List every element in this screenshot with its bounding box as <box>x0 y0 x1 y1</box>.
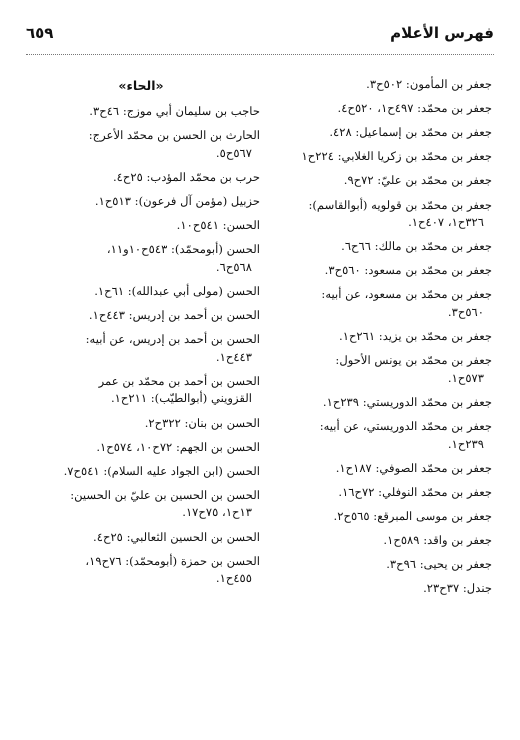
index-entry <box>22 193 260 211</box>
index-entry-line: حاجب بن سليمان أبي موزج: ٤٦ح٣. <box>89 104 260 118</box>
index-entry <box>22 463 260 481</box>
index-entry <box>256 172 492 190</box>
index-entry-line: الحارث بن الحسن بن محمّد الأعرج: <box>88 128 260 143</box>
index-entry <box>256 262 492 280</box>
index-entry <box>256 286 492 321</box>
index-entry <box>256 238 492 256</box>
index-entry-line: الحسن بن الحسين بن عليّ بن الحسين: <box>70 487 260 502</box>
index-entry <box>22 169 260 187</box>
index-entry-continuation: ٤٤٣ح١. <box>215 349 252 364</box>
section-title: «الحاء» <box>118 78 164 93</box>
index-entry <box>256 394 492 412</box>
index-entry-line: جعفر بن محمّد بن عليّ: ٧٢ح٩. <box>343 173 492 188</box>
index-entry <box>256 328 492 346</box>
index-entry-line: الحسن (ابن الجواد عليه السلام): ٥٤١ح٧. <box>63 463 260 478</box>
index-entry-line: جعفر بن محمّد بن مالك: ٦٦ح٦. <box>341 239 492 254</box>
index-entry-line: جعفر بن المأمون: ٥٠٢ح٣. <box>366 77 492 91</box>
index-entry-continuation: ٣٢٦ح١، ٤٠٧ح١. <box>408 215 484 230</box>
index-entry-line: الحسن: ٥٤١ح١٠. <box>176 218 260 233</box>
index-entry <box>22 217 260 235</box>
index-entry <box>256 532 492 550</box>
index-column-left <box>22 76 260 594</box>
index-entry-line: جعفر بن واقد: ٥٨٩ح١. <box>383 533 492 548</box>
index-entry <box>22 127 260 162</box>
index-entry-line: جعفر بن محمّد بن مسعود، عن أبيه: <box>321 287 492 302</box>
index-entry-line: جعفر بن محمّد بن يونس الأحول: <box>335 353 492 368</box>
index-entry-line: الحسن بن أحمد بن إدريس، عن أبيه: <box>85 332 260 347</box>
index-entry-line: جعفر بن محمّد بن قولويه (أبوالقاسم): <box>308 197 492 212</box>
index-entry <box>22 553 260 588</box>
index-entry-line: الحسن بن حمزة (أبومحمّد): ٧٦ح١٩، <box>85 553 260 568</box>
index-entry-line: جعفر بن محمّد النوفلي: ٧٢ح١٦. <box>338 484 492 499</box>
index-entry <box>22 307 260 325</box>
index-entry-line: جعفر بن يحيى: ٩٦ح٣. <box>386 557 492 572</box>
index-entry-line: الحسن بن أحمد بن محمّد بن عمر <box>98 373 260 388</box>
running-title: فهرس الأعلام <box>390 24 494 42</box>
index-entry <box>22 529 260 547</box>
index-entry-continuation: ٥٦٨ح٦. <box>215 259 252 274</box>
index-entry-continuation: ١٣ح١، ٧٥ح١٧. <box>182 505 252 520</box>
index-entry-line: الحسن بن بنان: ٣٢٢ح٢. <box>144 415 260 430</box>
index-entry <box>22 331 260 366</box>
index-entry-line: حزبيل (مؤمن آل فرعون): ٥١٣ح١. <box>94 193 260 208</box>
index-entry-continuation: القزويني (أبوالطيّب): ٢١١ح١. <box>110 391 252 406</box>
index-entry-line: جعفر بن محمّد بن إسماعيل: ٤٢٨. <box>329 125 492 140</box>
index-entry <box>256 508 492 526</box>
index-entry <box>22 373 260 408</box>
index-entry <box>256 580 492 598</box>
index-entry-continuation: ٥٧٣ح١. <box>447 370 484 385</box>
index-entry <box>256 197 492 232</box>
index-entry-line: الحسن (أبومحمّد): ٥٤٣ح١٠و١١، <box>106 242 260 257</box>
index-entry-line: الحسن بن الجهم: ٧٢ح١٠، ٥٧٤ح١. <box>96 439 260 454</box>
index-entry-line: الحسن بن أحمد بن إدريس: ٤٤٣ح١. <box>88 307 260 322</box>
index-entry-line: جعفر بن محمّد الدوريستي: ٢٣٩ح١. <box>322 395 492 410</box>
index-entry <box>256 124 492 142</box>
index-entry <box>256 76 492 94</box>
index-entry-line: جعفر بن محمّد الدوريستي، عن أبيه: <box>319 419 492 434</box>
page-number: ٦٥٩ <box>26 24 54 42</box>
header-divider <box>26 54 494 55</box>
page-header <box>26 18 494 48</box>
index-column-right <box>256 76 492 605</box>
index-entry <box>22 415 260 433</box>
index-entry-continuation: ٤٥٥ح١. <box>215 571 252 586</box>
index-entry-continuation: ٥٦٠ح٣. <box>447 305 484 320</box>
index-entry-line: حرب بن محمّد المؤدب: ٢٥ح٤. <box>112 169 260 184</box>
index-entry-line: الحسن بن الحسين الثعالبي: ٢٥ح٤. <box>93 529 260 544</box>
index-entries-left <box>22 103 260 588</box>
index-entry-line: جعفر بن محمّد الصوفي: ١٨٧ح١. <box>335 460 492 475</box>
index-entry <box>22 283 260 301</box>
index-entry <box>22 487 260 522</box>
index-entry <box>22 439 260 457</box>
index-entry <box>256 352 492 387</box>
index-entry-line: جعفر بن محمّد بن يزيد: ٢٦١ح١. <box>339 329 492 344</box>
index-entry <box>256 100 492 118</box>
index-entry <box>22 103 260 121</box>
index-entry <box>256 418 492 453</box>
index-entry <box>256 484 492 502</box>
index-entry-line: جندل: ٣٧ح٢٣. <box>423 581 492 596</box>
index-entry-continuation: ٥٦٧ح٥. <box>215 145 252 160</box>
index-entry-line: جعفر بن موسى المبرقع: ٥٦٥ح٢. <box>333 509 492 524</box>
index-entry-line: جعفر بن محمّد: ٤٩٧ح١، ٥٢٠ح٤. <box>337 101 492 116</box>
index-entry <box>22 241 260 276</box>
index-entry-line: جعفر بن محمّد بن زكريا الغلابي: ٢٢٤ح١ <box>301 149 492 164</box>
index-entry <box>256 556 492 574</box>
index-entry-line: جعفر بن محمّد بن مسعود: ٥٦٠ح٣. <box>324 263 492 278</box>
index-entry-continuation: ٢٣٩ح١. <box>447 436 484 451</box>
index-entry <box>256 148 492 166</box>
index-entry <box>256 460 492 478</box>
index-entry-line: الحسن (مولى أبي عبدالله): ٦١ح١. <box>94 283 260 298</box>
